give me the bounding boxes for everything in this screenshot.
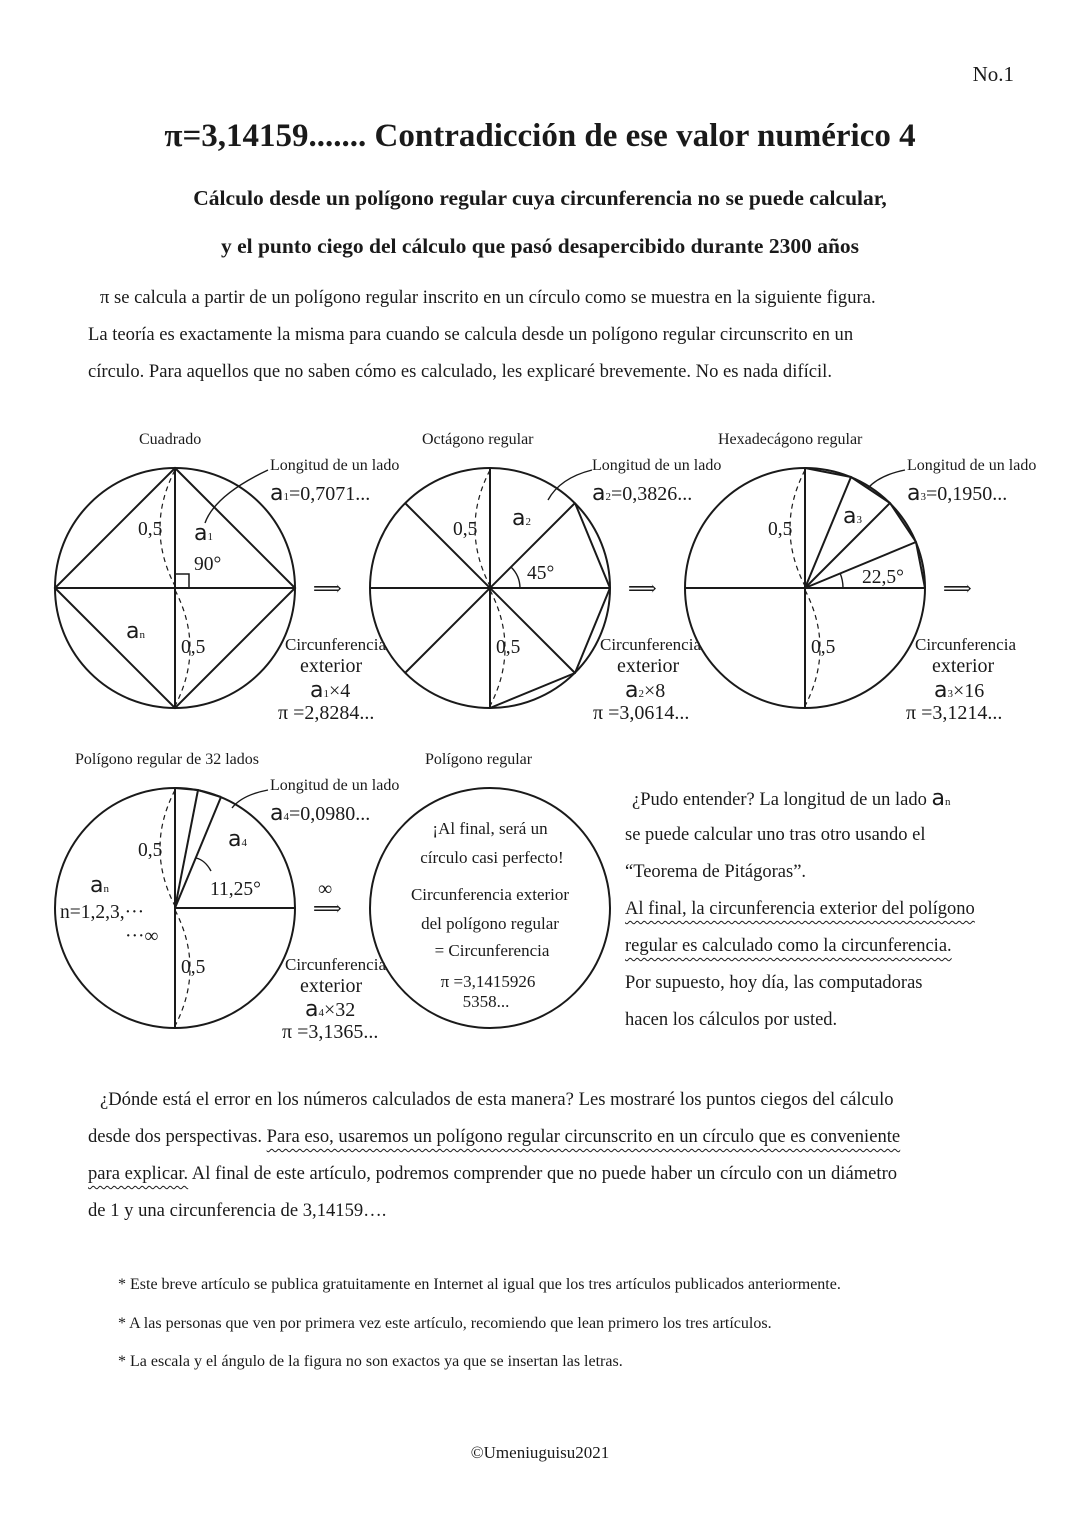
square-radius-top: 0,5 [138,519,163,540]
subtitle-line-1: Cálculo desde un polígono regular cuya circunferencia no se puede calcular, [193,186,887,210]
side-text-line-4: Al final, la circunferencia exterior del polígono [625,899,975,919]
body-line-2: desde dos perspectivas. Para eso, usaremos un polígono regular circunscrito en un círculo que es conveniente [88,1126,901,1147]
square-angle: 90° [194,554,222,575]
page-title: π=3,14159....... Contradicción de ese valor numérico 4 [164,118,916,154]
hexadecagon-figure [685,468,925,708]
regular-polygon-line-1: ¡Al final, será un [432,819,548,838]
intro-line-2: La teoría es exactamente la misma para cuando se calcula desde un polígono regular circunscrito en un [88,324,854,345]
body-line-1: ¿Dónde está el error en los números calculados de esta manera? Les mostraré los puntos ciegos del cálculo [100,1089,894,1110]
polygon32-circ-label2: exterior [300,975,363,997]
regular-polygon-line-4: del polígono regular [421,914,559,933]
square-side-value: a1=0,7071... [270,481,371,506]
hexadecagon-a3: a3 [843,504,862,529]
polygon32-radius-top: 0,5 [138,840,163,861]
octagon-angle: 45° [527,563,555,584]
polygon32-n-values: n=1,2,3,··· [60,902,145,923]
subtitle-line-2: y el punto ciego del cálculo que pasó desapercibido durante 2300 años [220,234,860,258]
hexadecagon-title: Hexadecágono regular [718,431,863,448]
hexadecagon-angle: 22,5° [862,567,904,588]
hexadecagon-side-value: a3=0,1950... [907,481,1008,506]
octagon-radius-top: 0,5 [453,519,478,540]
square-circ-label2: exterior [300,655,363,677]
side-text-line-2: se puede calcular uno tras otro usando el [625,825,926,845]
note-3: * La escala y el ángulo de la figura no son exactos ya que se insertan las letras. [118,1353,623,1370]
octagon-circ-label2: exterior [617,655,680,677]
square-pi: π =2,8284... [278,702,375,724]
intro-line-3: círculo. Para aquellos que no saben cómo es calculado, les explicaré brevemente. No es nada difícil. [88,361,832,382]
infinity-symbol: ∞ [318,878,333,900]
polygon32-side-value: a4=0,0980... [270,801,371,826]
polygon32-a4: a4 [228,827,247,852]
regular-polygon-line-3: Circunferencia exterior [410,885,570,904]
octagon-figure [370,468,610,708]
arrow-2: ⟹ [628,578,657,600]
regular-polygon-line-7: 5358... [462,992,510,1011]
polygon32-side-label: Longitud de un lado [270,777,400,794]
arrow-1: ⟹ [313,578,342,600]
hexadecagon-circ-label: Circunferencia [915,635,1016,654]
hexadecagon-radius-top: 0,5 [768,519,793,540]
square-an: an [126,619,145,644]
regular-polygon-line-5: = Circunferencia [434,941,550,960]
octagon-formula: a2×8 [625,678,666,703]
octagon-pi: π =3,0614... [593,702,690,724]
intro-line-1: π se calcula a partir de un polígono regular inscrito en un círculo como se muestra en la siguiente figura. [100,287,876,308]
polygon32-title: Polígono regular de 32 lados [75,751,259,768]
body-line-4: de 1 y una circunferencia de 3,14159…. [88,1200,387,1221]
square-radius-bottom: 0,5 [181,637,206,658]
square-figure [55,468,295,708]
note-1: * Este breve artículo se publica gratuitamente en Internet al igual que los tres artículos publicados anteriormente. [118,1276,841,1293]
square-title: Cuadrado [139,431,202,448]
copyright-footer: ©Umeniuguisu2021 [470,1443,610,1462]
regular-polygon-title: Polígono regular [425,751,533,768]
arrow-4: ⟹ [313,898,342,920]
polygon32-circ-label: Circunferencia [285,955,386,974]
octagon-side-value: a2=0,3826... [592,481,693,506]
polygon32-pi: π =3,1365... [282,1021,379,1043]
octagon-title: Octágono regular [422,431,534,448]
body-line-3: para explicar. Al final de este artículo, podremos comprender que no puede haber un círculo con un diámetro [88,1163,898,1184]
square-side-label: Longitud de un lado [270,457,400,474]
square-formula: a1×4 [310,678,351,703]
hexadecagon-circ-label2: exterior [932,655,995,677]
side-text-line-3: “Teorema de Pitágoras”. [625,862,807,882]
hexadecagon-formula: a3×16 [934,678,985,703]
hexadecagon-side-label: Longitud de un lado [907,457,1037,474]
arrow-3: ⟹ [943,578,972,600]
regular-polygon-line-2: círculo casi perfecto! [420,848,564,867]
polygon32-angle: 11,25° [210,879,261,900]
side-text-line-5: regular es calculado como la circunferencia. [625,936,952,956]
polygon32-an: an [90,873,109,898]
square-circ-label: Circunferencia [285,635,386,654]
page-number: No.1 [972,62,1014,86]
octagon-a2: a2 [512,506,531,531]
regular-polygon-line-6: π =3,1415926 [440,972,536,991]
octagon-side-label: Longitud de un lado [592,457,722,474]
side-text-line-1: ¿Pudo entender? La longitud de un lado an [632,786,951,811]
side-text-line-7: hacen los cálculos por usted. [625,1010,838,1030]
note-2: * A las personas que ven por primera vez este artículo, recomiendo que lean primero los tres artículos. [118,1315,772,1332]
hexadecagon-radius-bottom: 0,5 [811,637,836,658]
polygon32-n-dots: ···∞ [125,926,159,947]
octagon-radius-bottom: 0,5 [496,637,521,658]
hexadecagon-pi: π =3,1214... [906,702,1003,724]
polygon32-formula: a4×32 [305,997,356,1022]
octagon-circ-label: Circunferencia [600,635,701,654]
polygon32-radius-bottom: 0,5 [181,957,206,978]
side-text-line-6: Por supuesto, hoy día, las computadoras [625,973,923,993]
square-a1: a1 [194,521,213,546]
